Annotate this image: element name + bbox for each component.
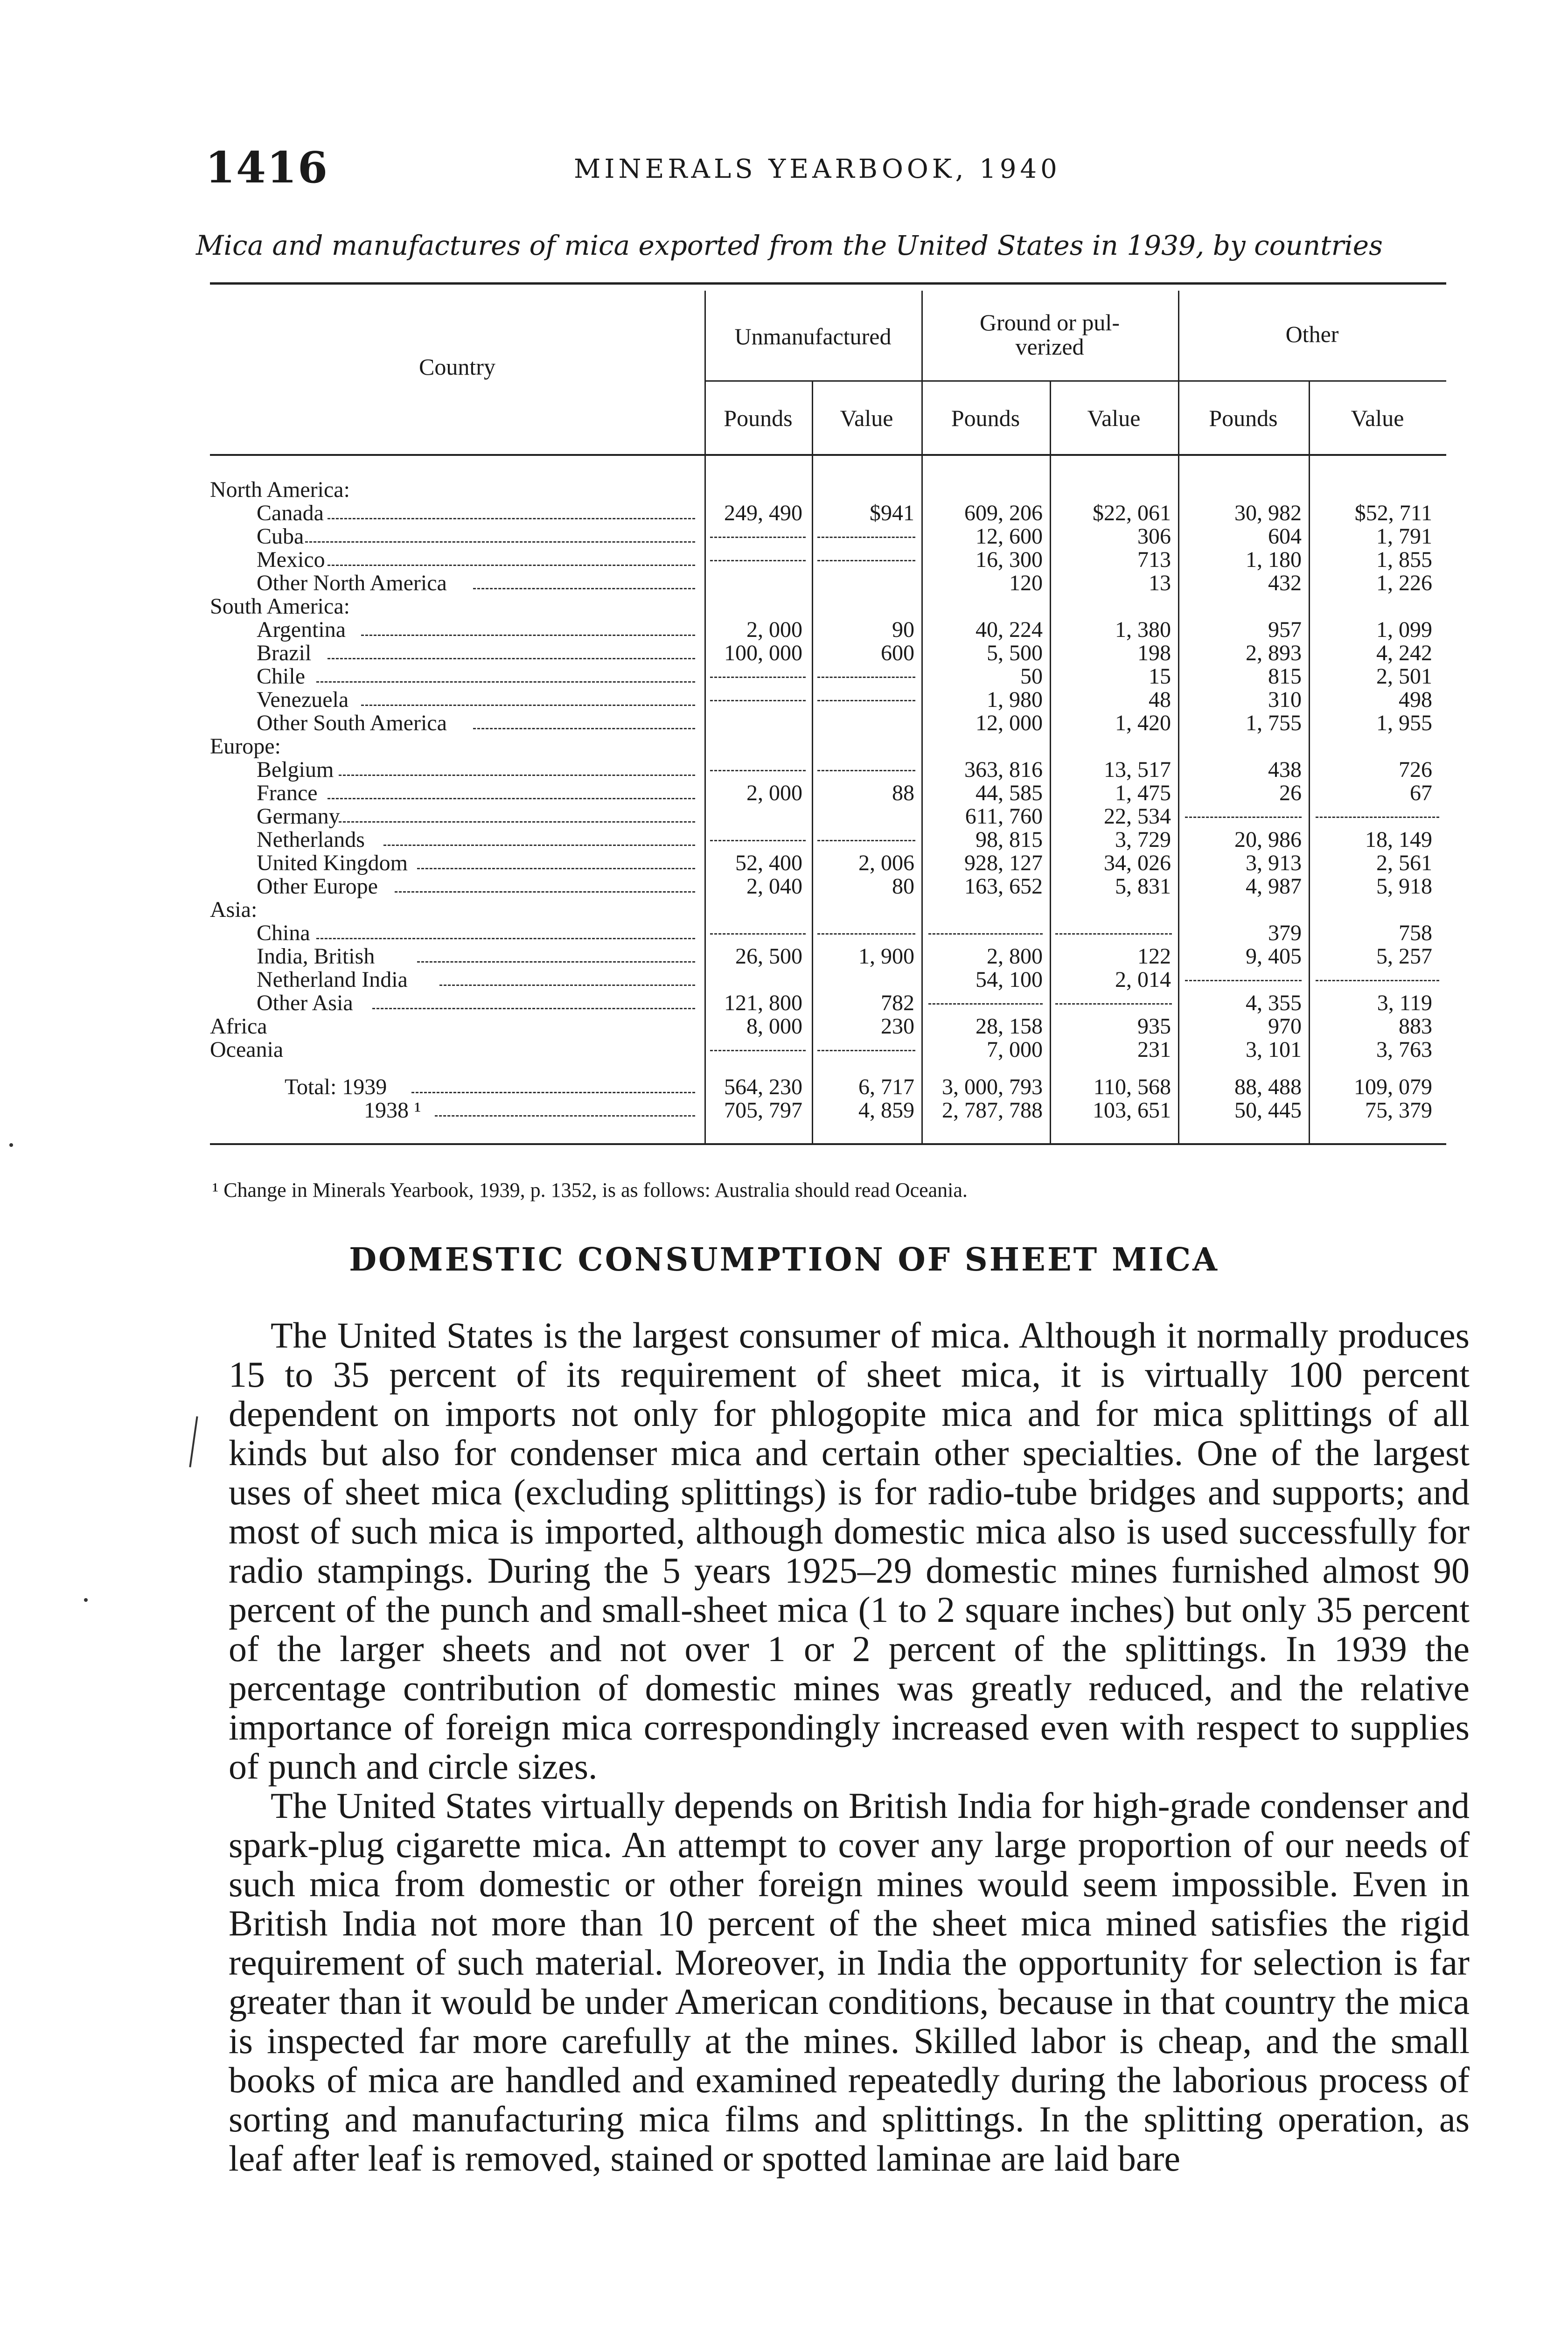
table-cell: 705, 797 [724,1098,802,1123]
table-cell: 1, 900 [858,944,914,969]
table-cell: 363, 816 [964,757,1043,782]
empty-cell-dash [1185,817,1302,818]
dot-leader [473,728,695,729]
empty-cell-dash [710,537,806,538]
table-cell: 2, 787, 788 [942,1098,1043,1123]
empty-cell-dash [710,770,806,771]
table-cell: 110, 568 [1093,1075,1171,1099]
table-cell: 310 [1268,687,1302,712]
table-cell: 1, 755 [1246,711,1302,735]
table-header-rule [210,454,1446,456]
margin-dot [84,1598,88,1602]
table-cell: 28, 158 [976,1014,1043,1039]
dot-leader [316,681,695,683]
dot-leader [383,845,695,846]
dot-leader [316,938,695,939]
dot-leader [339,821,695,823]
table-cell: 9, 405 [1246,944,1302,969]
table-cell: 121, 800 [724,991,802,1015]
empty-cell-dash [1055,933,1172,935]
table-cell: 5, 831 [1115,874,1171,899]
table-cell: 609, 206 [964,501,1043,525]
table-cell: 1, 855 [1376,547,1432,572]
table-row [210,525,1446,548]
table-cell: $941 [870,501,914,525]
country-name: Other North America [257,571,447,595]
table-cell: 12, 000 [976,711,1043,735]
table-cell: 3, 101 [1246,1037,1302,1062]
country-name: Venezuela [257,687,349,712]
table-cell: 103, 651 [1093,1098,1171,1123]
table-cell: 15 [1149,664,1171,689]
table-cell: 957 [1268,617,1302,642]
table-cell: 782 [881,991,914,1015]
margin-dot [9,1143,13,1147]
table-row [210,595,1446,618]
table-cell: 3, 000, 793 [942,1075,1043,1099]
table-row [210,1076,1446,1099]
table-cell: 604 [1268,524,1302,549]
table-cell: 198 [1137,641,1171,665]
empty-cell-dash [817,840,915,841]
dot-leader [361,635,695,636]
table-row [210,1099,1446,1122]
group-header-rule [704,380,1446,382]
table-cell: $52, 711 [1354,501,1432,525]
table-row [210,968,1446,992]
table-caption: Mica and manufactures of mica exported from the United States in 1939, by countries [196,230,1383,261]
table-row [210,898,1446,922]
empty-cell-dash [817,677,915,678]
dot-leader [395,891,695,893]
dot-leader [305,541,695,543]
table-cell: 2, 006 [858,851,914,875]
running-title: MINERALS YEARBOOK, 1940 [574,154,1061,184]
table-cell: 122 [1137,944,1171,969]
table-cell: 67 [1410,781,1432,805]
table-cell: 306 [1137,524,1171,549]
table-row [210,618,1446,642]
table-cell: 2, 800 [987,944,1043,969]
table-row [210,642,1446,665]
table-cell: 26 [1279,781,1302,805]
table-cell: 2, 893 [1246,641,1302,665]
country-name: Argentina [257,617,346,642]
table-row [210,922,1446,945]
dot-leader [417,868,695,869]
table-row [210,1015,1446,1038]
empty-cell-dash [1316,817,1439,818]
table-footnote: ¹ Change in Minerals Yearbook, 1939, p. 1352, is as follows: Australia should read Oceania. [212,1179,968,1201]
table-cell: 1, 420 [1115,711,1171,735]
table-cell: 564, 230 [724,1075,802,1099]
dot-leader [328,658,695,659]
table-cell: 26, 500 [735,944,802,969]
country-name: China [257,921,310,945]
table-cell: 4, 242 [1376,641,1432,665]
country-name: Netherlands [257,827,365,852]
table-cell: 970 [1268,1014,1302,1039]
table-cell: 7, 000 [987,1037,1043,1062]
table-cell: 1, 180 [1246,547,1302,572]
country-name: Asia: [210,897,258,922]
table-cell: 34, 026 [1104,851,1171,875]
table-cell: 98, 815 [976,827,1043,852]
empty-cell-dash [817,933,915,935]
table-cell: 1, 791 [1376,524,1432,549]
table-cell: 231 [1137,1037,1171,1062]
table-cell: 5, 918 [1376,874,1432,899]
dot-leader [328,798,695,799]
table-row [210,992,1446,1015]
table-cell: 16, 300 [976,547,1043,572]
country-name: Other Europe [257,874,378,899]
table-cell: 54, 100 [976,967,1043,992]
subheader-pounds: Pounds [951,405,1020,431]
empty-cell-dash [928,933,1043,935]
table-cell: 40, 224 [976,617,1043,642]
empty-cell-dash [817,770,915,771]
dot-leader [339,775,695,776]
table-cell: 88, 488 [1234,1075,1302,1099]
table-row [210,875,1446,898]
table-cell: 12, 600 [976,524,1043,549]
empty-cell-dash [817,700,915,701]
table-cell: 13 [1149,571,1171,595]
table-row [210,502,1446,525]
table-cell: 230 [881,1014,914,1039]
table-cell: 611, 760 [965,804,1043,829]
table-cell: 163, 652 [964,874,1043,899]
table-top-rule [210,282,1446,285]
table-cell: 815 [1268,664,1302,689]
dot-leader [361,705,695,706]
country-name: Brazil [257,641,312,665]
table-cell: 5, 257 [1376,944,1432,969]
table-cell: 726 [1399,757,1432,782]
table-cell: 120 [1009,571,1043,595]
empty-cell-dash [1055,1003,1172,1005]
empty-cell-dash [710,677,806,678]
table-cell: 90 [892,617,914,642]
margin-pencil-mark [189,1416,198,1467]
table-cell: 1, 380 [1115,617,1171,642]
table-cell: 498 [1399,687,1432,712]
country-name: Oceania [210,1037,284,1062]
empty-cell-dash [1316,980,1439,981]
table-bottom-rule [210,1143,1446,1145]
country-name: North America: [210,477,350,502]
table-cell: 379 [1268,921,1302,945]
table-cell: 80 [892,874,914,899]
table-row [210,1038,1446,1062]
table-cell: 2, 000 [746,617,802,642]
table-cell: 50, 445 [1234,1098,1302,1123]
table-cell: 8, 000 [746,1014,802,1039]
empty-cell-dash [817,1050,915,1051]
empty-cell-dash [817,560,915,561]
subheader-value: Value [1087,405,1141,431]
table-cell: 4, 859 [858,1098,914,1123]
table-row [210,572,1446,595]
table-cell: 50 [1020,664,1043,689]
group-header-other: Other [1285,321,1339,347]
table-cell: 4, 355 [1246,991,1302,1015]
empty-cell-dash [710,933,806,935]
empty-cell-dash [710,1050,806,1051]
group-header-unmanufactured: Unmanufactured [734,323,892,349]
table-cell: 438 [1268,757,1302,782]
table-cell: 52, 400 [735,851,802,875]
table-row [210,688,1446,712]
table-cell: 30, 982 [1234,501,1302,525]
table-row [210,945,1446,968]
table-cell: 3, 913 [1246,851,1302,875]
subheader-value: Value [840,405,893,431]
country-name: Chile [257,664,305,689]
country-name: Total: 1939 [285,1075,387,1099]
table-cell: 88 [892,781,914,805]
table-cell: 249, 490 [724,501,802,525]
table-cell: 2, 501 [1376,664,1432,689]
empty-cell-dash [817,537,915,538]
table-cell: 6, 717 [858,1075,914,1099]
table-cell: 3, 763 [1376,1037,1432,1062]
table-cell: 100, 000 [724,641,802,665]
body-text [229,1316,1470,2178]
empty-cell-dash [928,1003,1043,1005]
table-cell: 2, 014 [1115,967,1171,992]
dot-leader [411,1092,695,1093]
country-name: Other Asia [257,991,353,1015]
table-cell: 1, 955 [1376,711,1432,735]
empty-cell-dash [710,840,806,841]
empty-cell-dash [1185,980,1302,981]
section-heading: DOMESTIC CONSUMPTION OF SHEET MICA [349,1241,1219,1278]
dot-leader [473,588,695,589]
country-name: India, British [257,944,375,969]
country-name: United Kingdom [257,851,408,875]
group-header-ground: Ground or pul- verized [980,309,1120,360]
paragraph: The United States is the largest consumer of mica. Although it normally produces 15 to 35 percent of its requirement of sheet mica, it is virtually 100 percent dependent on imports not only for phlogopite mica and for mica splittings of all kinds but also for condenser mica and certain other specialties. One of the largest uses of sheet mica (excluding splittings) is for radio-tube bridges and supports; and most of such mica is imported, although domestic mica also is used successfully for radio stampings. During the 5 years 1925–29 domestic mines furnished almost 90 percent of the punch and small-sheet mica (1 to 2 square inches) but only 35 percent of the larger sheets and not over 1 or 2 percent of the splittings. In 1939 the percentage contribution of domestic mines was greatly reduced, and the relative importance of foreign mica correspondingly increased even with respect to supplies of punch and circle sizes. [229,1315,1470,1787]
table-cell: 935 [1137,1014,1171,1039]
country-name: Canada [257,501,324,525]
dot-leader [439,985,695,986]
table-row [210,828,1446,852]
table-row [210,478,1446,502]
table-cell: 4, 987 [1246,874,1302,899]
table-cell: 3, 729 [1115,827,1171,852]
table-row [210,782,1446,805]
table-cell: 432 [1268,571,1302,595]
table-row [210,735,1446,758]
dot-leader [435,1115,695,1117]
dot-leader [372,1008,695,1009]
country-name: Europe: [210,734,281,759]
table-cell: 1, 226 [1376,571,1432,595]
table-row [210,548,1446,572]
table-cell: 928, 127 [964,851,1043,875]
table-cell: 2, 561 [1376,851,1432,875]
table-row [210,852,1446,875]
country-name: South America: [210,594,350,619]
table-cell: 1, 099 [1376,617,1432,642]
dot-leader [328,518,695,519]
table-row [210,758,1446,782]
country-name: Africa [210,1014,267,1039]
country-name: Netherland India [257,967,408,992]
country-name: Mexico [257,547,325,572]
table-cell: 2, 040 [746,874,802,899]
page-number: 1416 [205,142,329,193]
country-name: Belgium [257,757,334,782]
table-cell: $22, 061 [1093,501,1171,525]
table-cell: 22, 534 [1104,804,1171,829]
table-cell: 2, 000 [746,781,802,805]
country-header: Country [419,354,495,380]
country-name: Cuba [257,524,304,549]
table-row [210,712,1446,735]
subheader-pounds: Pounds [1209,405,1278,431]
country-name: Other South America [257,711,447,735]
table-cell: 44, 585 [976,781,1043,805]
table-cell: 20, 986 [1234,827,1302,852]
table-cell: 3, 119 [1377,991,1432,1015]
table-cell: 883 [1399,1014,1432,1039]
table-cell: 18, 149 [1365,827,1432,852]
table-row [210,805,1446,828]
table-cell: 75, 379 [1365,1098,1432,1123]
country-name: 1938 ¹ [364,1098,421,1123]
table-cell: 600 [881,641,914,665]
subheader-value: Value [1351,405,1404,431]
country-name: Germany [257,804,340,829]
dot-leader [328,565,695,566]
empty-cell-dash [710,700,806,701]
subheader-pounds: Pounds [724,405,793,431]
table-cell: 13, 517 [1104,757,1171,782]
country-name: France [257,781,318,805]
table-cell: 5, 500 [987,641,1043,665]
table-cell: 109, 079 [1354,1075,1432,1099]
table-cell: 713 [1137,547,1171,572]
table-cell: 758 [1399,921,1432,945]
table-cell: 48 [1149,687,1171,712]
dot-leader [417,961,695,963]
table-cell: 1, 475 [1115,781,1171,805]
table-row [210,665,1446,688]
empty-cell-dash [710,560,806,561]
table-cell: 1, 980 [987,687,1043,712]
paragraph: The United States virtually depends on British India for high-grade condenser and spark-plug cigarette mica. An attempt to cover any large proportion of our needs of such mica from domestic or other foreign mines would seem impossible. Even in British India not more than 10 percent of the sheet mica mined satisfies the rigid requirement of such material. Moreover, in India the opportunity for selection is far greater than it would be under American conditions, because in that country the mica is inspected far more carefully at the mines. Skilled labor is cheap, and the small books of mica are handled and examined repeatedly during the laborious process of sorting and manufacturing mica films and splittings. In the splitting operation, as leaf after leaf is removed, stained or spotted laminae are laid bare [229,1785,1470,2179]
